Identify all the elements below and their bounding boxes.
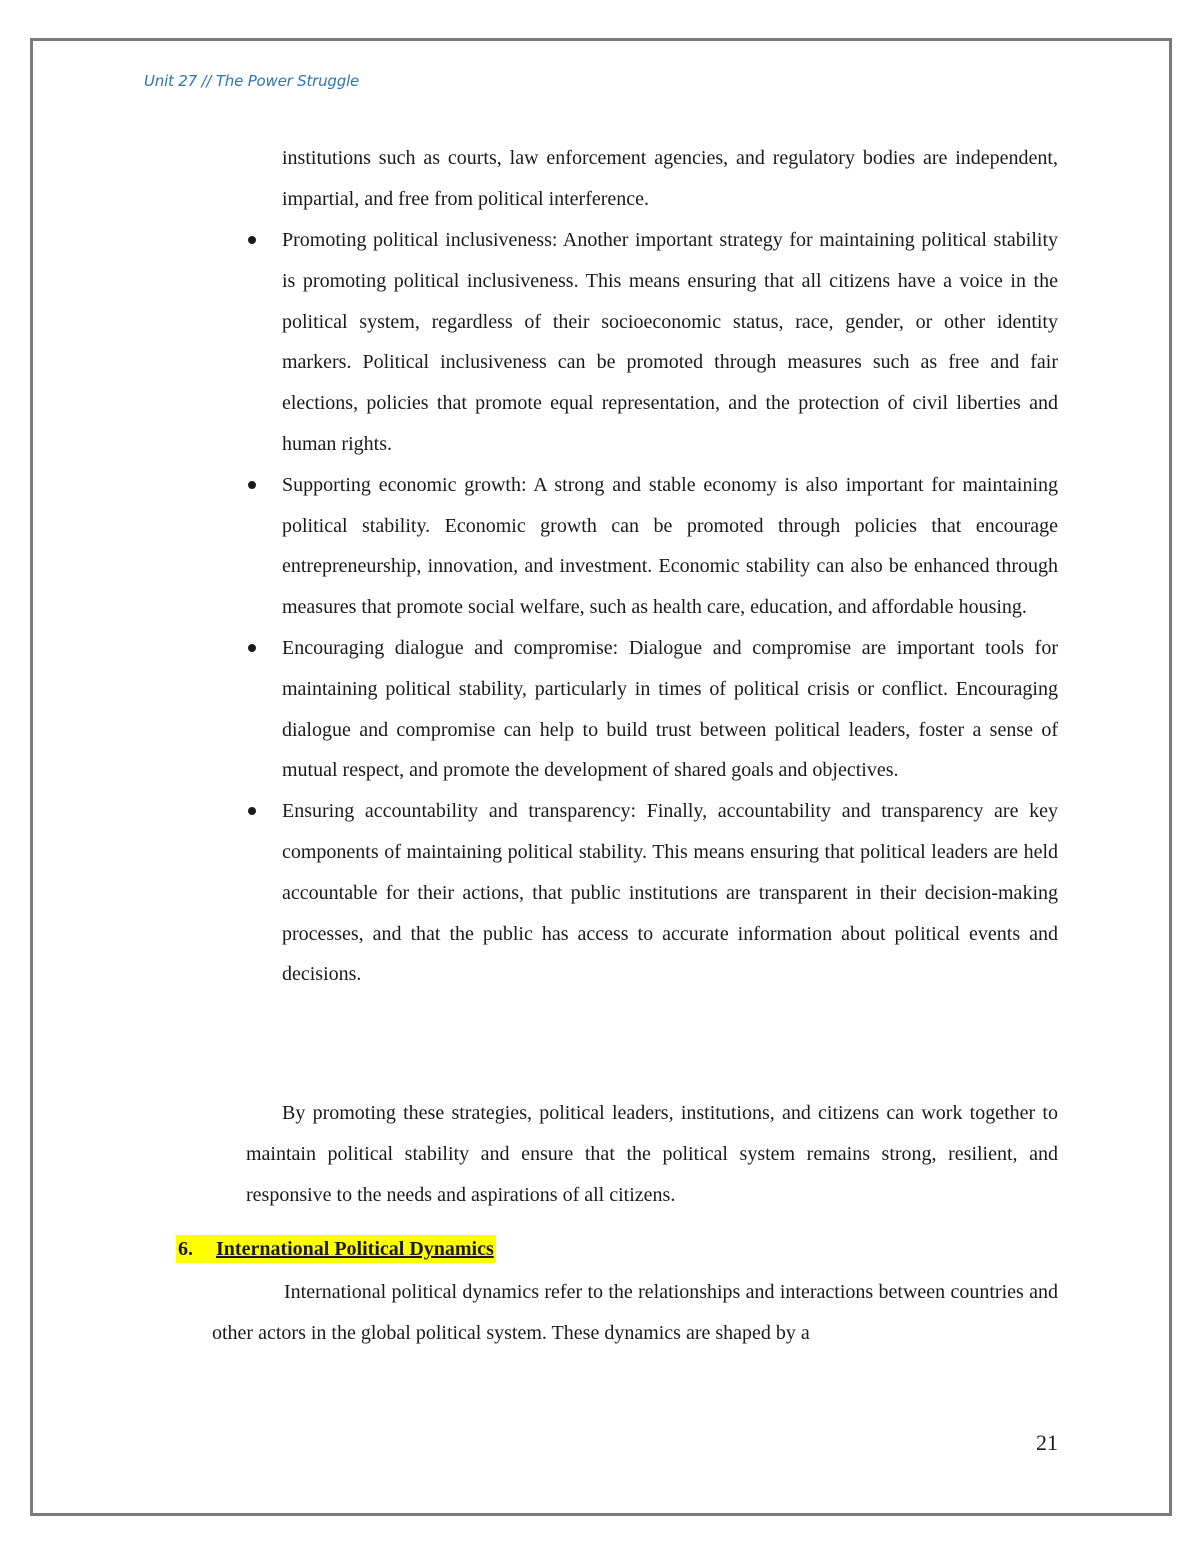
list-item xyxy=(282,465,1058,628)
strategy-list xyxy=(282,220,1058,995)
section-heading xyxy=(176,1235,496,1263)
list-item-text: Supporting economic growth: A strong and stable economy is also important for maintaining political stability. Economic growth can be promoted through policies that encourage entrepreneurship, innovation, and investment. Economic stability can also be enhanced through measures that promote social welfare, such as health care, education, and affordable housing. xyxy=(282,473,1058,619)
running-header: Unit 27 // The Power Struggle xyxy=(144,72,360,90)
closing-paragraph: By promoting these strategies, political leaders, institutions, and citizens can work together to maintain political stability and ensure that the political system remains strong, resilient, and responsive to the needs and aspirations of all citizens. xyxy=(246,1102,1058,1206)
bullet-icon xyxy=(248,644,256,652)
list-item-text: Ensuring accountability and transparency: Finally, accountability and transparency are key components of maintaining political stability. This means ensuring that political leaders are held accountable for their actions, that public institutions are transparent in their decision-making processes, and that the public has access to accurate information about political events and decisions. xyxy=(282,800,1058,986)
list-item-text: Promoting political inclusiveness: Another important strategy for maintaining political stability is promoting political inclusiveness. This means ensuring that all citizens have a voice in the political system, regardless of their socioeconomic status, race, gender, or other identity markers. Political inclusiveness can be promoted through measures such as free and fair elections, policies that promote equal representation, and the protection of civil liberties and human rights. xyxy=(282,229,1058,455)
list-item xyxy=(282,220,1058,465)
section-number: 6. xyxy=(178,1238,193,1260)
bullet-icon xyxy=(248,481,256,489)
section-intro-paragraph: International political dynamics refer to the relationships and interactions between countries and other actors in the global political system. These dynamics are shaped by a xyxy=(212,1281,1058,1344)
page-number: 21 xyxy=(1036,1430,1058,1455)
bullet-icon xyxy=(248,236,256,244)
list-item-text: Encouraging dialogue and compromise: Dialogue and compromise are important tools for maintaining political stability, particularly in times of political crisis or conflict. Encouraging dialogue and compromise can help to build trust between political leaders, foster a sense of mutual respect, and promote the development of shared goals and objectives. xyxy=(282,636,1058,782)
list-item xyxy=(282,628,1058,791)
section-title: International Political Dynamics xyxy=(216,1238,494,1260)
continuation-paragraph: institutions such as courts, law enforcement agencies, and regulatory bodies are independent, impartial, and free from political interference. xyxy=(282,147,1058,210)
list-item xyxy=(282,791,1058,995)
